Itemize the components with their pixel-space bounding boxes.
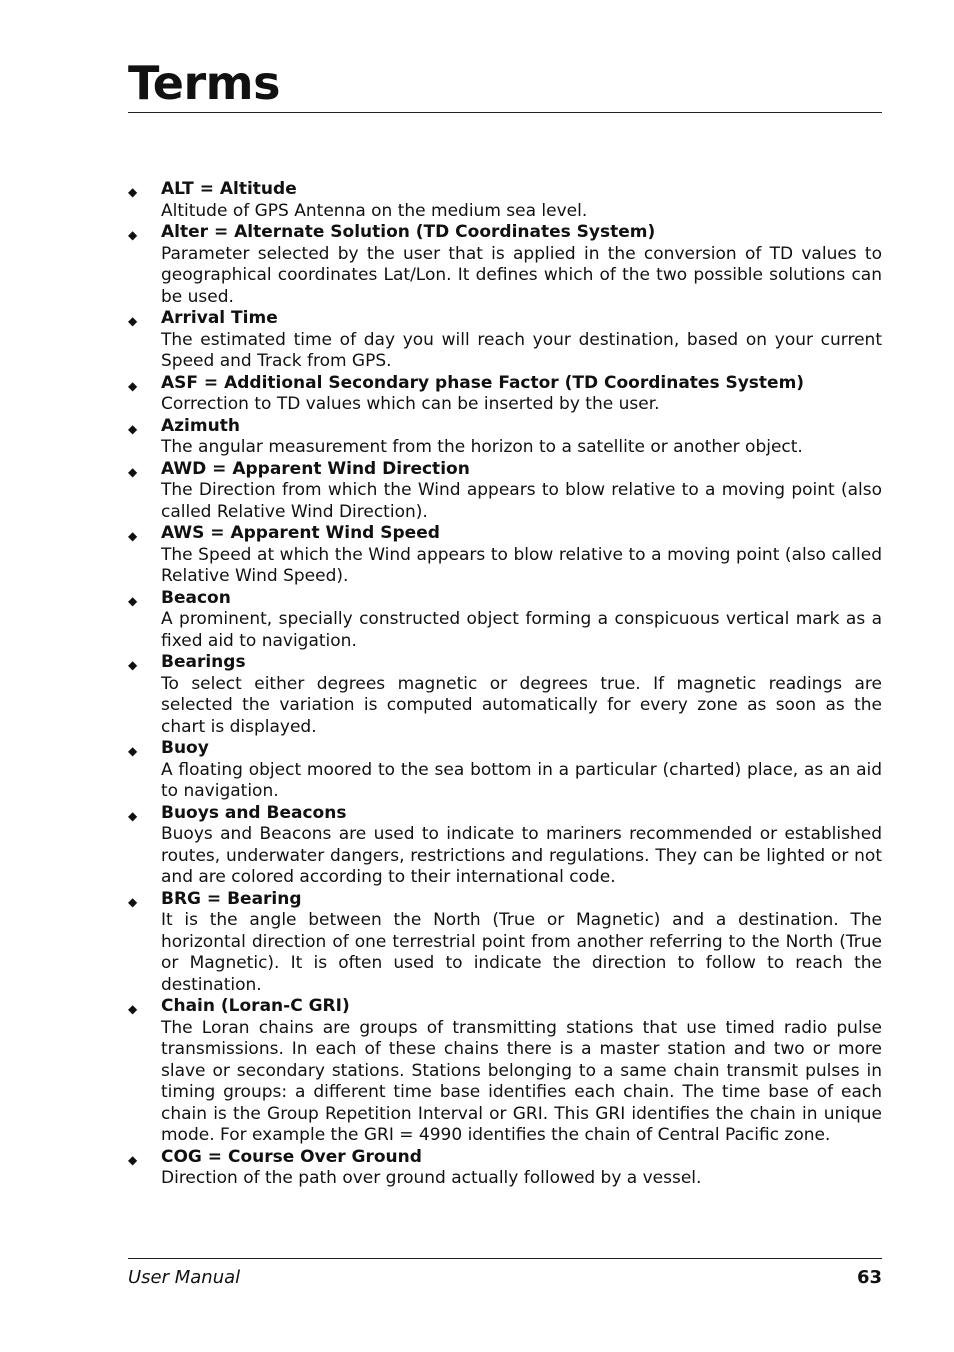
term-definition: A floating object moored to the sea bottom in a particular (charted) place, as an aid to navigation. [161,759,882,801]
diamond-bullet-icon: ◆ [128,228,138,242]
list-item [128,588,882,653]
term-definition: Direction of the path over ground actually followed by a vessel. [161,1168,702,1188]
list-item [128,523,882,588]
title-divider [128,112,882,113]
list-item [128,222,882,308]
diamond-bullet-icon: ◆ [128,185,138,199]
list-item [128,179,882,222]
diamond-bullet-icon: ◆ [128,421,138,436]
term-definition: A prominent, specially constructed object forming a conspicuous vertical mark as a fixed aid to navigation. [161,609,882,651]
page-number: 63 [856,1267,882,1288]
term-name: Chain (Loran-C GRI) [161,996,350,1016]
term-name: BRG = Bearing [161,888,302,909]
page-title: Terms [128,56,280,110]
list-item [128,738,882,803]
term-name: Bearings [161,652,246,672]
footer-document-name: User Manual [128,1267,241,1288]
term-definition: Altitude of GPS Antenna on the medium sea level. [161,200,588,221]
term-definition: Buoys and Beacons are used to indicate to mariners recommended or established routes, underwater dangers, restrictions and regulations. They can be lighted or not and are colored according to their international code. [161,824,882,887]
term-name: Azimuth [161,415,240,436]
diamond-bullet-icon: ◆ [128,1002,138,1016]
list-item [128,803,882,889]
list-item [128,308,882,373]
term-definition: Parameter selected by the user that is applied in the conversion of TD values to geographical coordinates Lat/Lon. It defines which of the two possible solutions can be used. [161,243,882,307]
diamond-bullet-icon: ◆ [128,529,138,543]
list-item [128,652,882,738]
list-item [128,996,882,1147]
list-item [128,373,882,416]
term-definition: The Speed at which the Wind appears to blow relative to a moving point (also called Relative Wind Speed). [161,544,882,586]
term-definition: The estimated time of day you will reach your destination, based on your current Speed and Track from GPS. [161,329,882,371]
term-name: ASF = Additional Secondary phase Factor (TD Coordinates System) [161,372,805,393]
footer-divider [128,1258,882,1259]
diamond-bullet-icon: ◆ [128,894,138,909]
list-item [128,416,882,459]
term-name: AWS = Apparent Wind Speed [161,523,440,543]
term-definition: The Direction from which the Wind appears to blow relative to a moving point (also called Relative Wind Direction). [161,480,882,522]
list-item [128,459,882,524]
term-name: ALT = Altitude [161,179,297,199]
term-definition: The angular measurement from the horizon to a satellite or another object. [161,437,803,457]
diamond-bullet-icon: ◆ [128,593,138,608]
diamond-bullet-icon: ◆ [128,658,138,672]
term-name: Alter = Alternate Solution (TD Coordinates System) [161,222,656,242]
diamond-bullet-icon: ◆ [128,744,138,758]
term-definition: The Loran chains are groups of transmitting stations that use timed radio pulse transmissions. In each of these chains there is a master station and two or more slave or secondary stations. Stations belonging to a same chain transmit pulses in timing groups: a different time base identifies each chain. The time base of each chain is the Group Repetition Interval or GRI. This GRI identifies the chain in unique mode. For example the GRI = 4990 identifies the chain of Central Pacific zone. [161,1017,882,1145]
list-item [128,889,882,997]
list-item [128,1147,882,1190]
term-name: COG = Course Over Ground [161,1146,422,1167]
terms-list [128,179,882,1190]
term-definition: It is the angle between the North (True or Magnetic) and a destination. The horizontal direction of one terrestrial point from another referring to the North (True or Magnetic). It is often used to indicate the direction to follow to reach the destination. [161,910,882,995]
term-name: AWD = Apparent Wind Direction [161,458,470,479]
diamond-bullet-icon: ◆ [128,1152,138,1167]
term-name: Beacon [161,587,231,608]
diamond-bullet-icon: ◆ [128,378,138,393]
diamond-bullet-icon: ◆ [128,314,138,328]
diamond-bullet-icon: ◆ [128,464,138,479]
term-name: Buoy [161,738,209,758]
diamond-bullet-icon: ◆ [128,808,138,823]
term-name: Buoys and Beacons [161,802,347,823]
term-definition: Correction to TD values which can be inserted by the user. [161,394,660,414]
term-definition: To select either degrees magnetic or degrees true. If magnetic readings are selected the variation is computed automatically for every zone as soon as the chart is displayed. [161,673,882,737]
term-name: Arrival Time [161,308,278,328]
